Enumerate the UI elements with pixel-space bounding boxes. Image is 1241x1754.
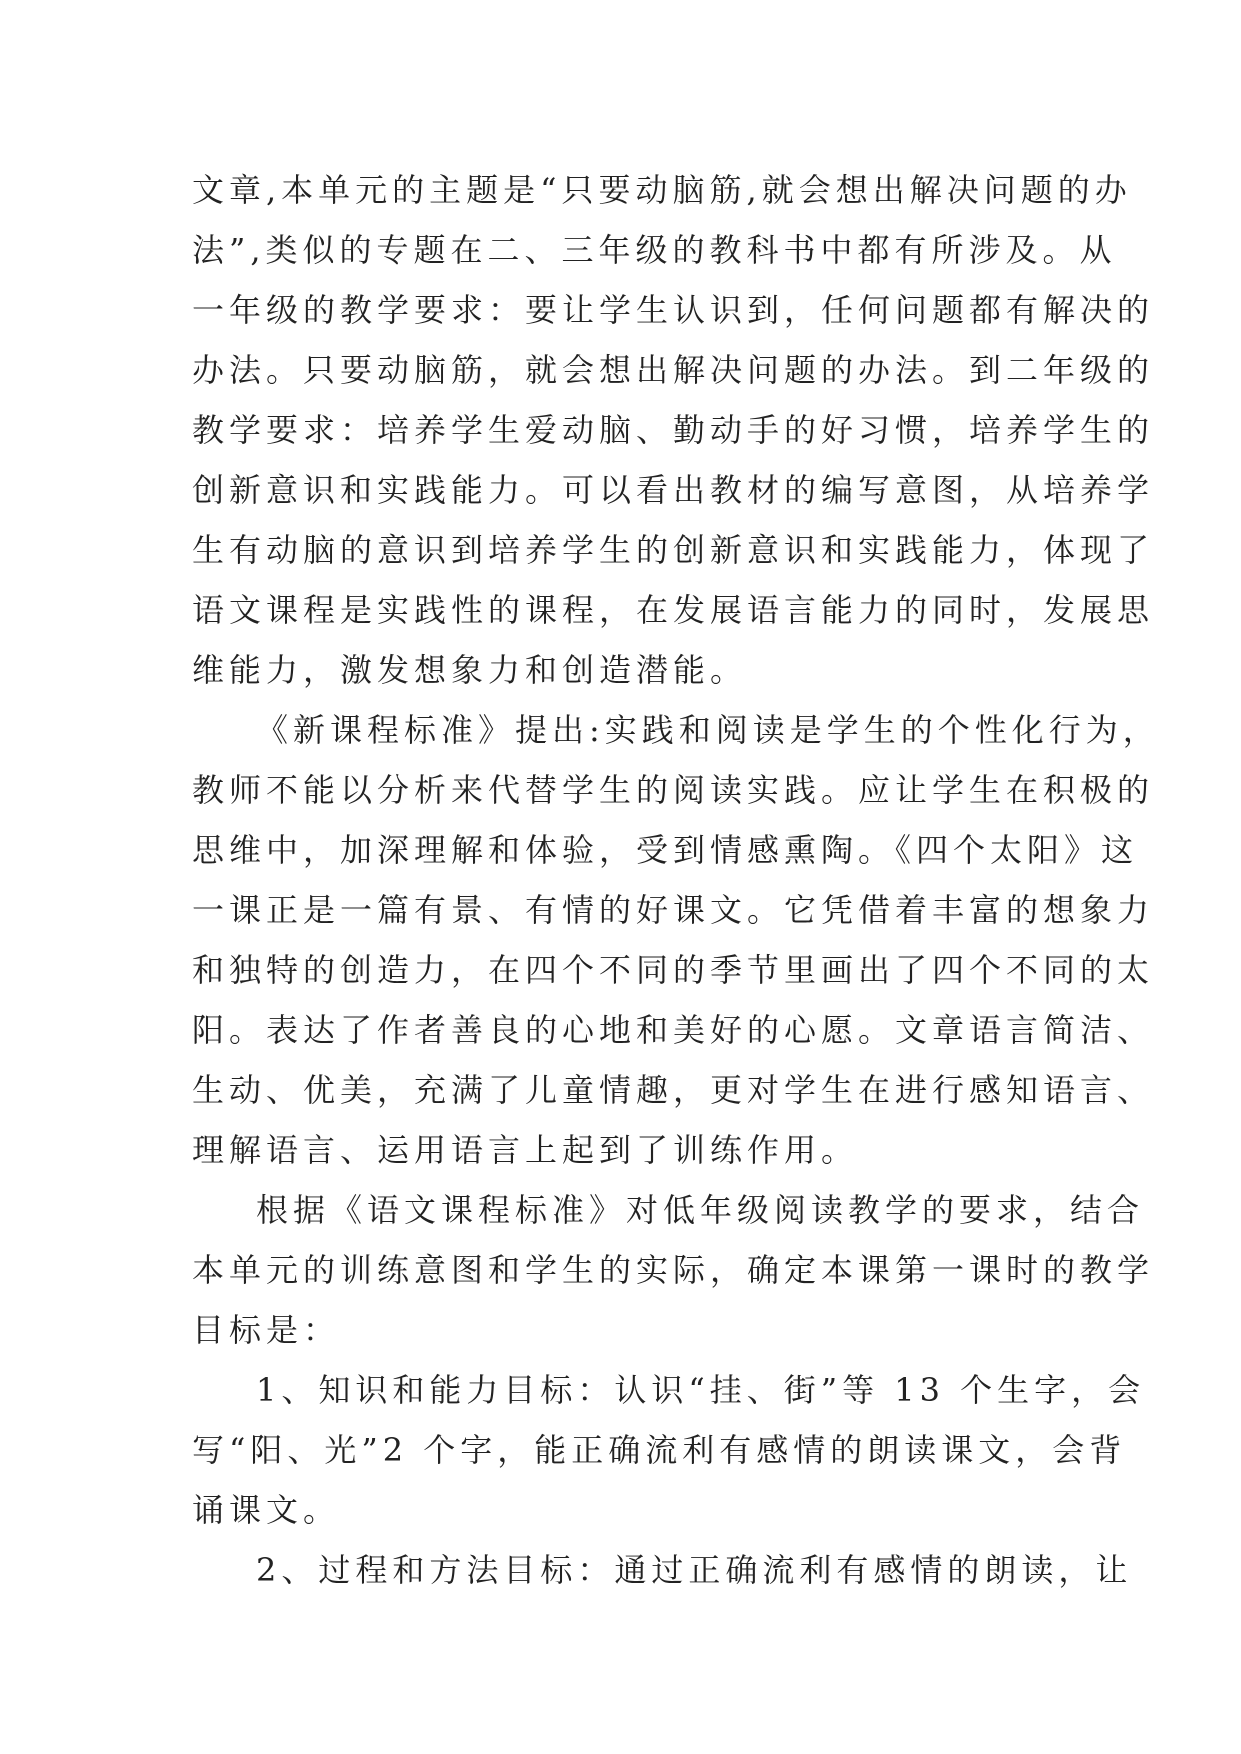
text-line: 教师不能以分析来代替学生的阅读实践。应让学生在积极的 <box>192 771 1155 809</box>
text-line: 写“阳、光”2 个字，能正确流利有感情的朗读课文，会背 <box>192 1431 1127 1469</box>
text-line: 《新课程标准》提出:实践和阅读是学生的个性化行为， <box>256 711 1160 749</box>
body-text <box>192 160 1160 1600</box>
text-line: 一课正是一篇有景、有情的好课文。它凭借着丰富的想象力 <box>192 891 1155 929</box>
text-line: 维能力，激发想象力和创造潜能。 <box>192 651 748 689</box>
text-line: 一年级的教学要求：要让学生认识到，任何问题都有解决的 <box>192 291 1155 329</box>
text-line: 语文课程是实践性的课程，在发展语言能力的同时，发展思 <box>192 591 1155 629</box>
text-line: 理解语言、运用语言上起到了训练作用。 <box>192 1131 859 1169</box>
text-line: 目标是： <box>192 1311 341 1349</box>
text-line: 阳。表达了作者善良的心地和美好的心愿。文章语言简洁、 <box>192 1011 1155 1049</box>
text-line: 根据《语文课程标准》对低年级阅读教学的要求，结合 <box>256 1191 1145 1229</box>
text-line: 办法。只要动脑筋，就会想出解决问题的办法。到二年级的 <box>192 351 1155 389</box>
text-line: 生有动脑的意识到培养学生的创新意识和实践能力，体现了 <box>192 531 1155 569</box>
text-line: 创新意识和实践能力。可以看出教材的编写意图，从培养学 <box>192 471 1155 509</box>
text-line: 诵课文。 <box>192 1491 341 1529</box>
text-line: 2、过程和方法目标：通过正确流利有感情的朗读，让 <box>256 1551 1133 1589</box>
text-line: 法”,类似的专题在二、三年级的教科书中都有所涉及。从 <box>192 231 1117 269</box>
text-line: 思维中，加深理解和体验，受到情感熏陶。《四个太阳》这 <box>192 831 1139 869</box>
text-line: 本单元的训练意图和学生的实际，确定本课第一课时的教学 <box>192 1251 1155 1289</box>
text-line: 1、知识和能力目标：认识“挂、街”等 13 个生字，会 <box>256 1371 1146 1409</box>
text-line: 文章,本单元的主题是“只要动脑筋,就会想出解决问题的办 <box>192 171 1132 209</box>
text-line: 教学要求：培养学生爱动脑、勤动手的好习惯，培养学生的 <box>192 411 1155 449</box>
text-line: 和独特的创造力，在四个不同的季节里画出了四个不同的太 <box>192 951 1155 989</box>
text-line: 生动、优美，充满了儿童情趣，更对学生在进行感知语言、 <box>192 1071 1155 1109</box>
